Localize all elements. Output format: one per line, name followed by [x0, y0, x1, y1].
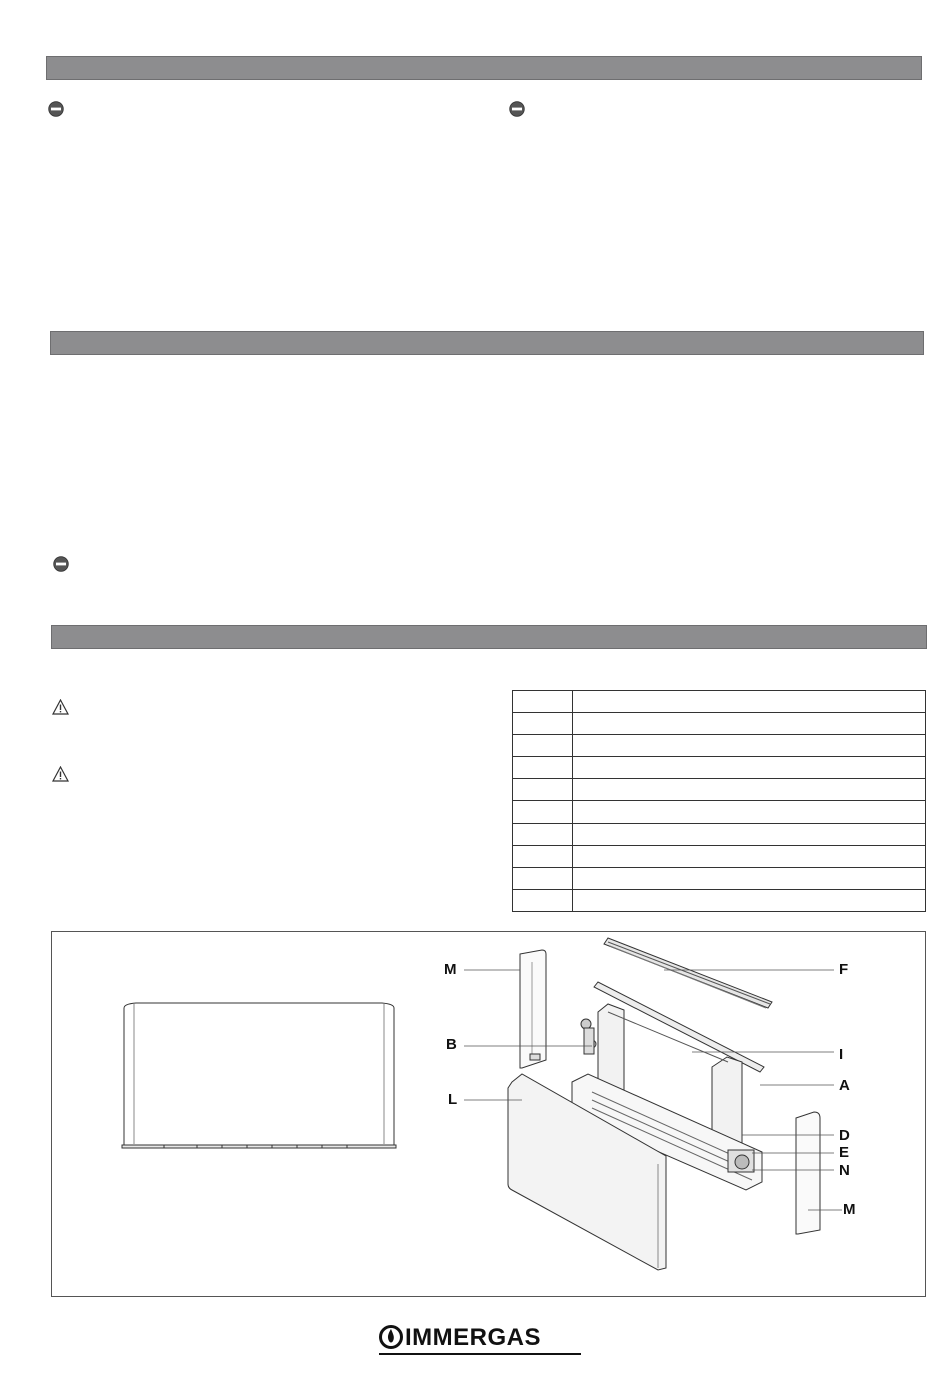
table-cell [513, 735, 573, 757]
callout-b: B [446, 1036, 457, 1053]
table-row [513, 779, 926, 801]
table-row [513, 757, 926, 779]
table-row [513, 735, 926, 757]
table-cell [573, 735, 926, 757]
section-header-bar-3 [51, 625, 927, 649]
table-cell [513, 691, 573, 713]
section-header-bar-1 [46, 56, 922, 80]
components-table [512, 690, 926, 912]
table-cell [573, 845, 926, 867]
immergas-logo [379, 1322, 581, 1356]
callout-a: A [839, 1077, 850, 1094]
table-row [513, 889, 926, 911]
callout-f: F [839, 961, 849, 978]
table-row [513, 713, 926, 735]
exploded-unit-drawing [464, 938, 842, 1270]
no-entry-icon [53, 556, 69, 572]
no-entry-icon [509, 101, 525, 117]
table-cell [513, 823, 573, 845]
callout-i: I [839, 1046, 844, 1063]
brand-name: IMMERGAS [405, 1324, 541, 1351]
section-header-bar-2 [50, 331, 924, 355]
table-cell [513, 845, 573, 867]
no-entry-icon [48, 101, 64, 117]
table-row [513, 867, 926, 889]
table-row [513, 845, 926, 867]
table-cell [513, 713, 573, 735]
table-cell [573, 889, 926, 911]
table-row [513, 823, 926, 845]
table-cell [573, 823, 926, 845]
callout-e: E [839, 1144, 850, 1161]
table-cell [513, 801, 573, 823]
callout-m-left: M [444, 961, 457, 978]
table-cell [513, 867, 573, 889]
table-cell [573, 779, 926, 801]
table-cell [573, 691, 926, 713]
table-cell [573, 757, 926, 779]
exploded-view-figure [51, 931, 926, 1297]
assembled-unit-drawing [122, 1003, 396, 1148]
table-cell [573, 867, 926, 889]
callout-l: L [448, 1091, 458, 1108]
table-cell [513, 757, 573, 779]
warning-triangle-icon [52, 699, 69, 715]
table-cell [573, 801, 926, 823]
unit-drawings [52, 932, 925, 1296]
callout-m-right: M [843, 1201, 856, 1218]
callout-d: D [839, 1127, 850, 1144]
warning-triangle-icon [52, 766, 69, 782]
table-cell [513, 889, 573, 911]
callout-n: N [839, 1162, 850, 1179]
flame-logo-icon [379, 1324, 403, 1350]
table-cell [573, 713, 926, 735]
logo-underline [379, 1353, 581, 1355]
table-row [513, 801, 926, 823]
table-row [513, 691, 926, 713]
table-cell [513, 779, 573, 801]
